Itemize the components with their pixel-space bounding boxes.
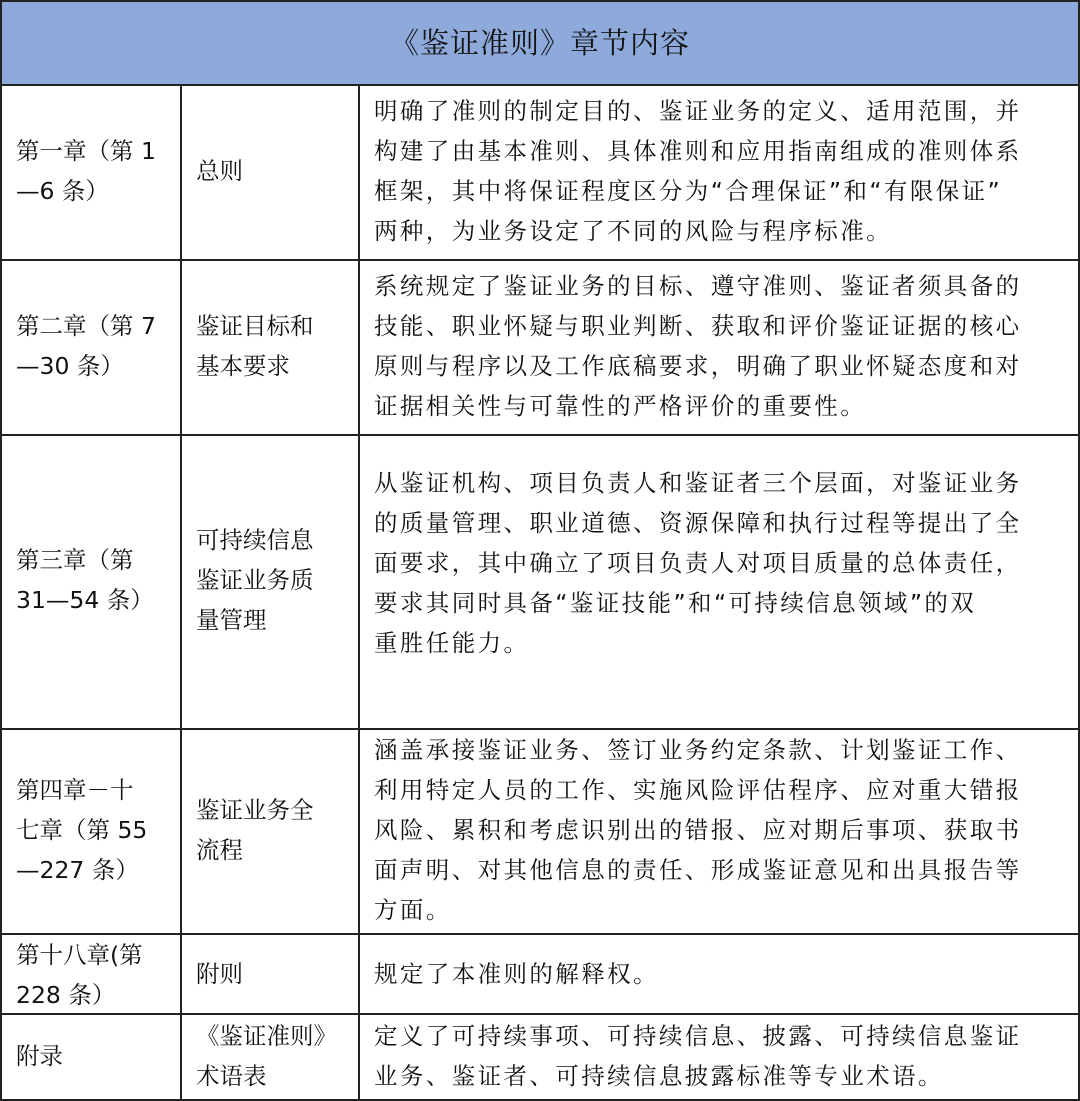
topic-cell: 鉴证目标和 基本要求 <box>196 312 314 380</box>
topic-cell: 附则 <box>196 960 243 988</box>
content-cell: 明确了准则的制定目的、鉴证业务的定义、适用范围，并 构建了由基本准则、具体准则和应用指南组成的准则体系 框架，其中将保证程度区分为“合理保证”和“有限保证” 两种，为业务设定了不同的风险与程序标准。 <box>374 97 1022 245</box>
chapter-cell: 附录 <box>16 1042 63 1070</box>
content-cell: 系统规定了鉴证业务的目标、遵守准则、鉴证者须具备的 技能、职业怀疑与职业判断、获取和评价鉴证证据的核心 原则与程序以及工作底稿要求，明确了职业怀疑态度和对 证据相关性与可靠性的严格评价的重要性。 <box>374 272 1022 420</box>
topic-cell: 《鉴证准则》 术语表 <box>196 1022 337 1090</box>
table-title: 《鉴证准则》章节内容 <box>389 26 690 60</box>
chapter-cell: 第三章（第 31—54 条） <box>16 546 154 614</box>
content-cell: 从鉴证机构、项目负责人和鉴证者三个层面，对鉴证业务 的质量管理、职业道德、资源保障和执行过程等提出了全 面要求，其中确立了项目负责人对项目质量的总体责任， 要求其同时具备“鉴证技能”和“可持续信息领域”的双 重胜任能力。 <box>374 469 1022 657</box>
chapter-cell: 第一章（第 1 —6 条） <box>16 137 156 205</box>
chapter-cell: 第二章（第 7 —30 条） <box>16 312 156 380</box>
chapter-cell: 第十八章(第 228 条） <box>16 941 143 1009</box>
topic-cell: 总则 <box>196 157 243 185</box>
content-cell: 定义了可持续事项、可持续信息、披露、可持续信息鉴证 业务、鉴证者、可持续信息披露标准等专业术语。 <box>374 1022 1022 1090</box>
content-cell: 规定了本准则的解释权。 <box>374 960 659 988</box>
topic-cell: 可持续信息 鉴证业务质 量管理 <box>196 526 314 634</box>
content-cell: 涵盖承接鉴证业务、签订业务约定条款、计划鉴证工作、 利用特定人员的工作、实施风险评估程序、应对重大错报 风险、累积和考虑识别出的错报、应对期后事项、获取书 面声明、对其他信息的责任、形成鉴证意见和出具报告等 方面。 <box>374 736 1022 924</box>
topic-cell: 鉴证业务全 流程 <box>196 796 314 864</box>
chapter-cell: 第四章－十 七章（第 55 —227 条） <box>16 776 148 884</box>
